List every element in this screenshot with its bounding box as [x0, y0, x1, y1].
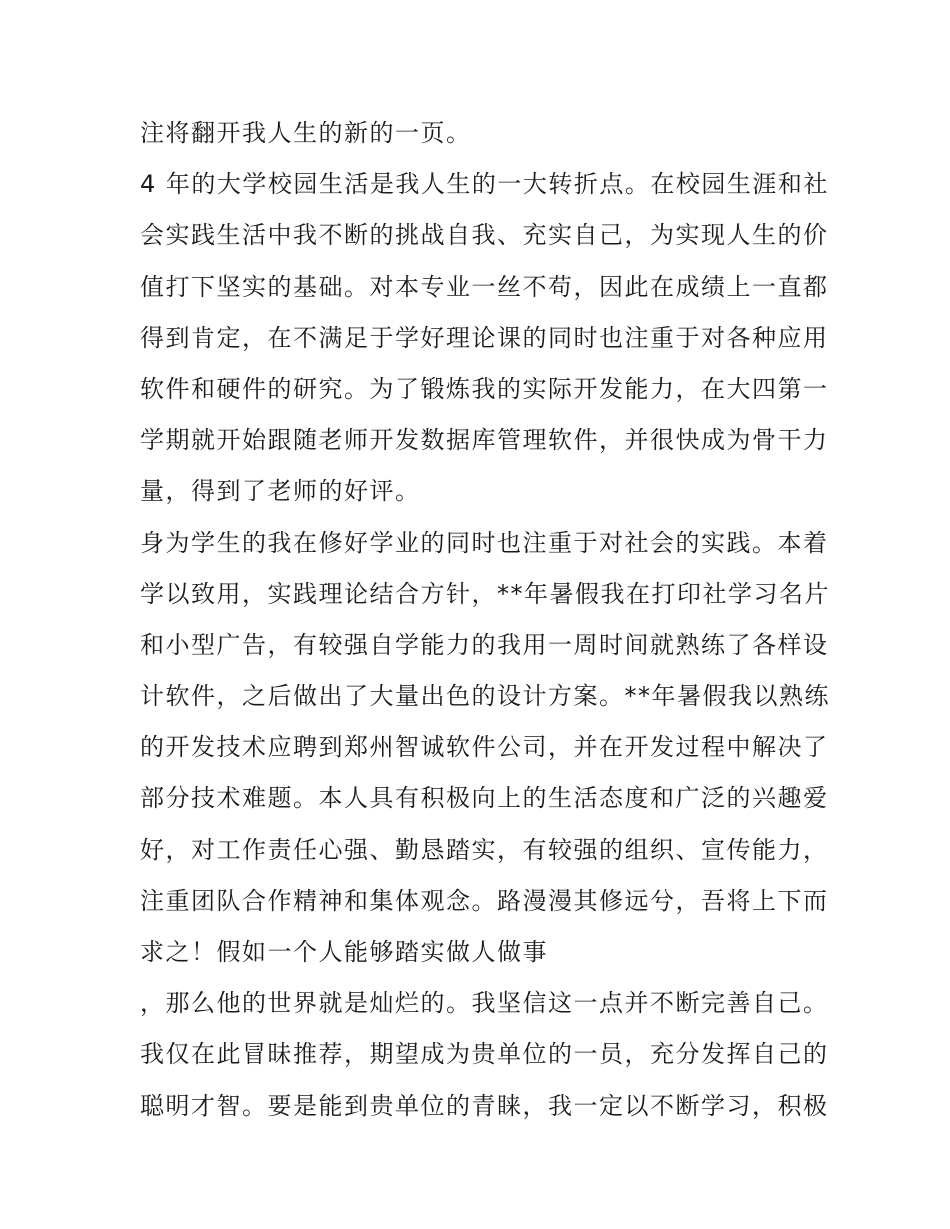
text-line: 注重团队合作精神和集体观念。路漫漫其修远兮，吾将上下而 — [140, 886, 829, 915]
text-line: 部分技术难题。本人具有积极向上的生活态度和广泛的兴趣爱 — [140, 784, 829, 813]
text-line: 注将翻开我人生的新的一页。 — [140, 119, 472, 147]
text-line: 值打下坚实的基础。对本专业一丝不苟，因此在成绩上一直都 — [140, 272, 829, 301]
text-line: 会实践生活中我不断的挑战自我、充实自己，为实现人生的价 — [140, 221, 829, 250]
text-line: 量，得到了老师的好评。 — [140, 477, 421, 506]
text-line: 求之！假如一个人能够踏实做人做事 — [140, 938, 548, 966]
text-line: 我仅在此冒昧推荐，期望成为贵单位的一员，充分发挥自己的 — [140, 1040, 829, 1069]
text-line: 计软件，之后做出了大量出色的设计方案。**年暑假我以熟练 — [140, 682, 830, 711]
text-line: 和小型广告，有较强自学能力的我用一周时间就熟练了各样设 — [140, 630, 829, 659]
text-line: 4 年的大学校园生活是我人生的一大转折点。在校园生涯和社 — [140, 170, 829, 199]
text-line: 得到肯定，在不满足于学好理论课的同时也注重于对各种应用 — [140, 323, 829, 352]
text-line: 软件和硬件的研究。为了锻炼我的实际开发能力，在大四第一 — [140, 374, 829, 403]
text-line: 聪明才智。要是能到贵单位的青睐，我一定以不断学习，积极 — [140, 1091, 829, 1120]
text-line: 的开发技术应聘到郑州智诚软件公司，并在开发过程中解决了 — [140, 733, 829, 762]
text-line: 好，对工作责任心强、勤恳踏实，有较强的组织、宣传能力， — [140, 835, 829, 864]
text-line: 身为学生的我在修好学业的同时也注重于对社会的实践。本着 — [140, 528, 829, 557]
text-line: ，那么他的世界就是灿烂的。我坚信这一点并不断完善自己。 — [140, 989, 829, 1018]
text-line: 学以致用，实践理论结合方针，**年暑假我在打印社学习名片 — [140, 579, 830, 608]
text-line: 学期就开始跟随老师开发数据库管理软件，并很快成为骨干力 — [140, 426, 829, 455]
document-body-text — [140, 108, 830, 1132]
